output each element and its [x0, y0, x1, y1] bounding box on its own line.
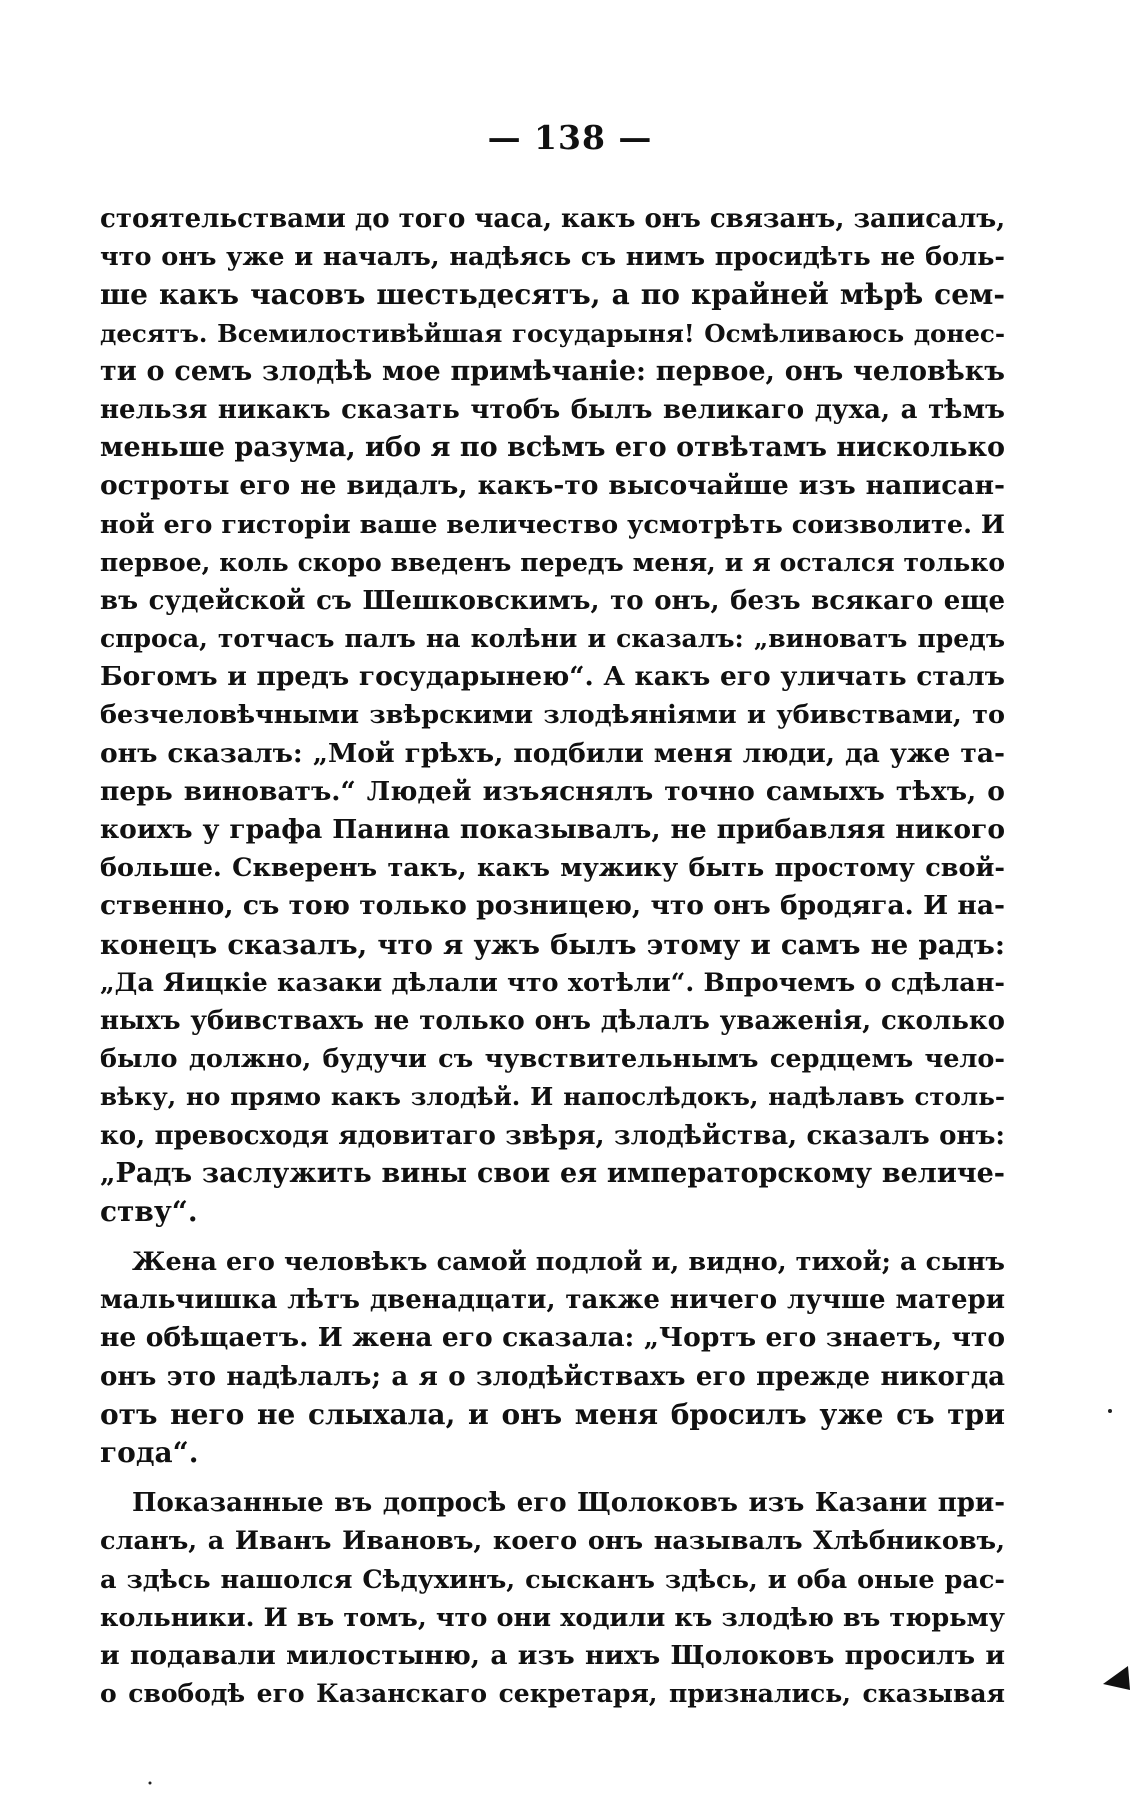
text-line: въ судейской съ Шешковскимъ, то онъ, безъ всякаго еще [100, 585, 1005, 616]
paragraph-3 [100, 1484, 1005, 1713]
text-line: не обѣщаетъ. И жена его сказала: „Чортъ его знаетъ, что [100, 1322, 1005, 1354]
text-line: больше. Скверенъ такъ, какъ мужику быть простому свой- [100, 853, 1005, 884]
text-line: остроты его не видалъ, какъ-то высочайше изъ написан- [100, 470, 1005, 502]
text-line: что онъ уже и началъ, надѣясь съ нимъ просидѣть не боль- [100, 242, 1005, 273]
speck-mark [149, 1782, 152, 1785]
text-line: конецъ сказалъ, что я ужъ былъ этому и самъ не радъ: [100, 928, 1005, 961]
page-number: — 138 — [487, 118, 653, 157]
text-line: ныхъ убивствахъ не только онъ дѣлалъ уваженія, сколько [100, 1005, 1005, 1036]
text-line: сланъ, а Иванъ Ивановъ, коего онъ называлъ Хлѣбниковъ, [100, 1526, 1005, 1557]
text-line: Показанные въ допросѣ его Щолоковъ изъ Казани при- [132, 1488, 1005, 1519]
text-line: ти о семъ злодѣѣ мое примѣчаніе: первое, онъ человѣкъ [100, 355, 1005, 387]
text-line: ко, превосходя ядовитаго звѣря, злодѣйства, сказалъ онъ: [100, 1120, 1005, 1151]
text-line: и подавали милостыню, а изъ нихъ Щолоковъ просилъ и [100, 1639, 1005, 1671]
text-line: года“. [100, 1436, 199, 1469]
text-line: отъ него не слыхала, и онъ меня бросилъ уже съ три [100, 1397, 1005, 1431]
text-line: нельзя никакъ сказать чтобъ былъ великаго духа, а тѣмъ [100, 394, 1005, 425]
paragraph-2 [100, 1243, 1005, 1472]
text-line: ной его гисторіи ваше величество усмотрѣть соизволите. И [100, 509, 1005, 540]
text-line: мальчишка лѣтъ двенадцати, также ничего лучше матери [100, 1285, 1005, 1316]
text-line: онъ сказалъ: „Мой грѣхъ, подбили меня люди, да уже та- [100, 737, 1005, 769]
body-text [100, 200, 1005, 1725]
text-line: десятъ. Всемилостивѣйшая государыня! Осмѣливаюсь донес- [100, 318, 1005, 348]
text-line: спроса, тотчасъ палъ на колѣни и сказалъ: „виноватъ предъ [100, 624, 1005, 654]
corner-mark [1103, 1666, 1130, 1690]
text-line: а здѣсь нашолся Сѣдухинъ, сысканъ здѣсь, и оба оные рас- [100, 1564, 1005, 1595]
text-line: Богомъ и предъ государынею“. А какъ его уличать сталъ [100, 661, 1005, 693]
text-line: о свободѣ его Казанскаго секретаря, признались, сказывая [100, 1679, 1005, 1709]
text-line: ству“. [100, 1194, 198, 1228]
text-line: онъ это надѣлалъ; а я о злодѣйствахъ его прежде никогда [100, 1361, 1005, 1392]
paragraph-1 [100, 200, 1005, 1231]
text-line: перь виноватъ.“ Людей изъяснялъ точно самыхъ тѣхъ, о [100, 775, 1005, 807]
text-line: ственно, съ тою только розницею, что онъ бродяга. И на- [100, 890, 1005, 922]
text-line: Жена его человѣкъ самой подлой и, видно, тихой; а сынъ [132, 1247, 1005, 1278]
text-line: коихъ у графа Панина показывалъ, не прибавляя никого [100, 814, 1005, 845]
text-line: вѣку, но прямо какъ злодѣй. И напослѣдокъ, надѣлавъ столь- [100, 1082, 1005, 1112]
text-line: „Радъ заслужить вины свои ея императорскому величе- [100, 1157, 1005, 1189]
text-line: ше какъ часовъ шестьдесятъ, а по крайней мѣрѣ сем- [100, 278, 1005, 312]
text-line: безчеловѣчными звѣрскими злодѣяніями и убивствами, то [100, 700, 1005, 731]
speck-mark [1108, 1409, 1112, 1413]
text-line: стоятельствами до того часа, какъ онъ связанъ, записалъ, [100, 204, 1006, 234]
text-line: первое, коль скоро введенъ передъ меня, и я остался только [100, 547, 1005, 577]
text-line: было должно, будучи съ чувствительнымъ сердцемъ чело- [100, 1044, 1005, 1075]
text-line: кольники. И въ томъ, что они ходили къ злодѣю въ тюрьму [100, 1602, 1005, 1633]
text-line: меньше разума, ибо я по всѣмъ его отвѣтамъ нисколько [100, 432, 1005, 464]
text-line: „Да Яицкіе казаки дѣлали что хотѣли“. Впрочемъ о сдѣлан- [100, 967, 1005, 998]
